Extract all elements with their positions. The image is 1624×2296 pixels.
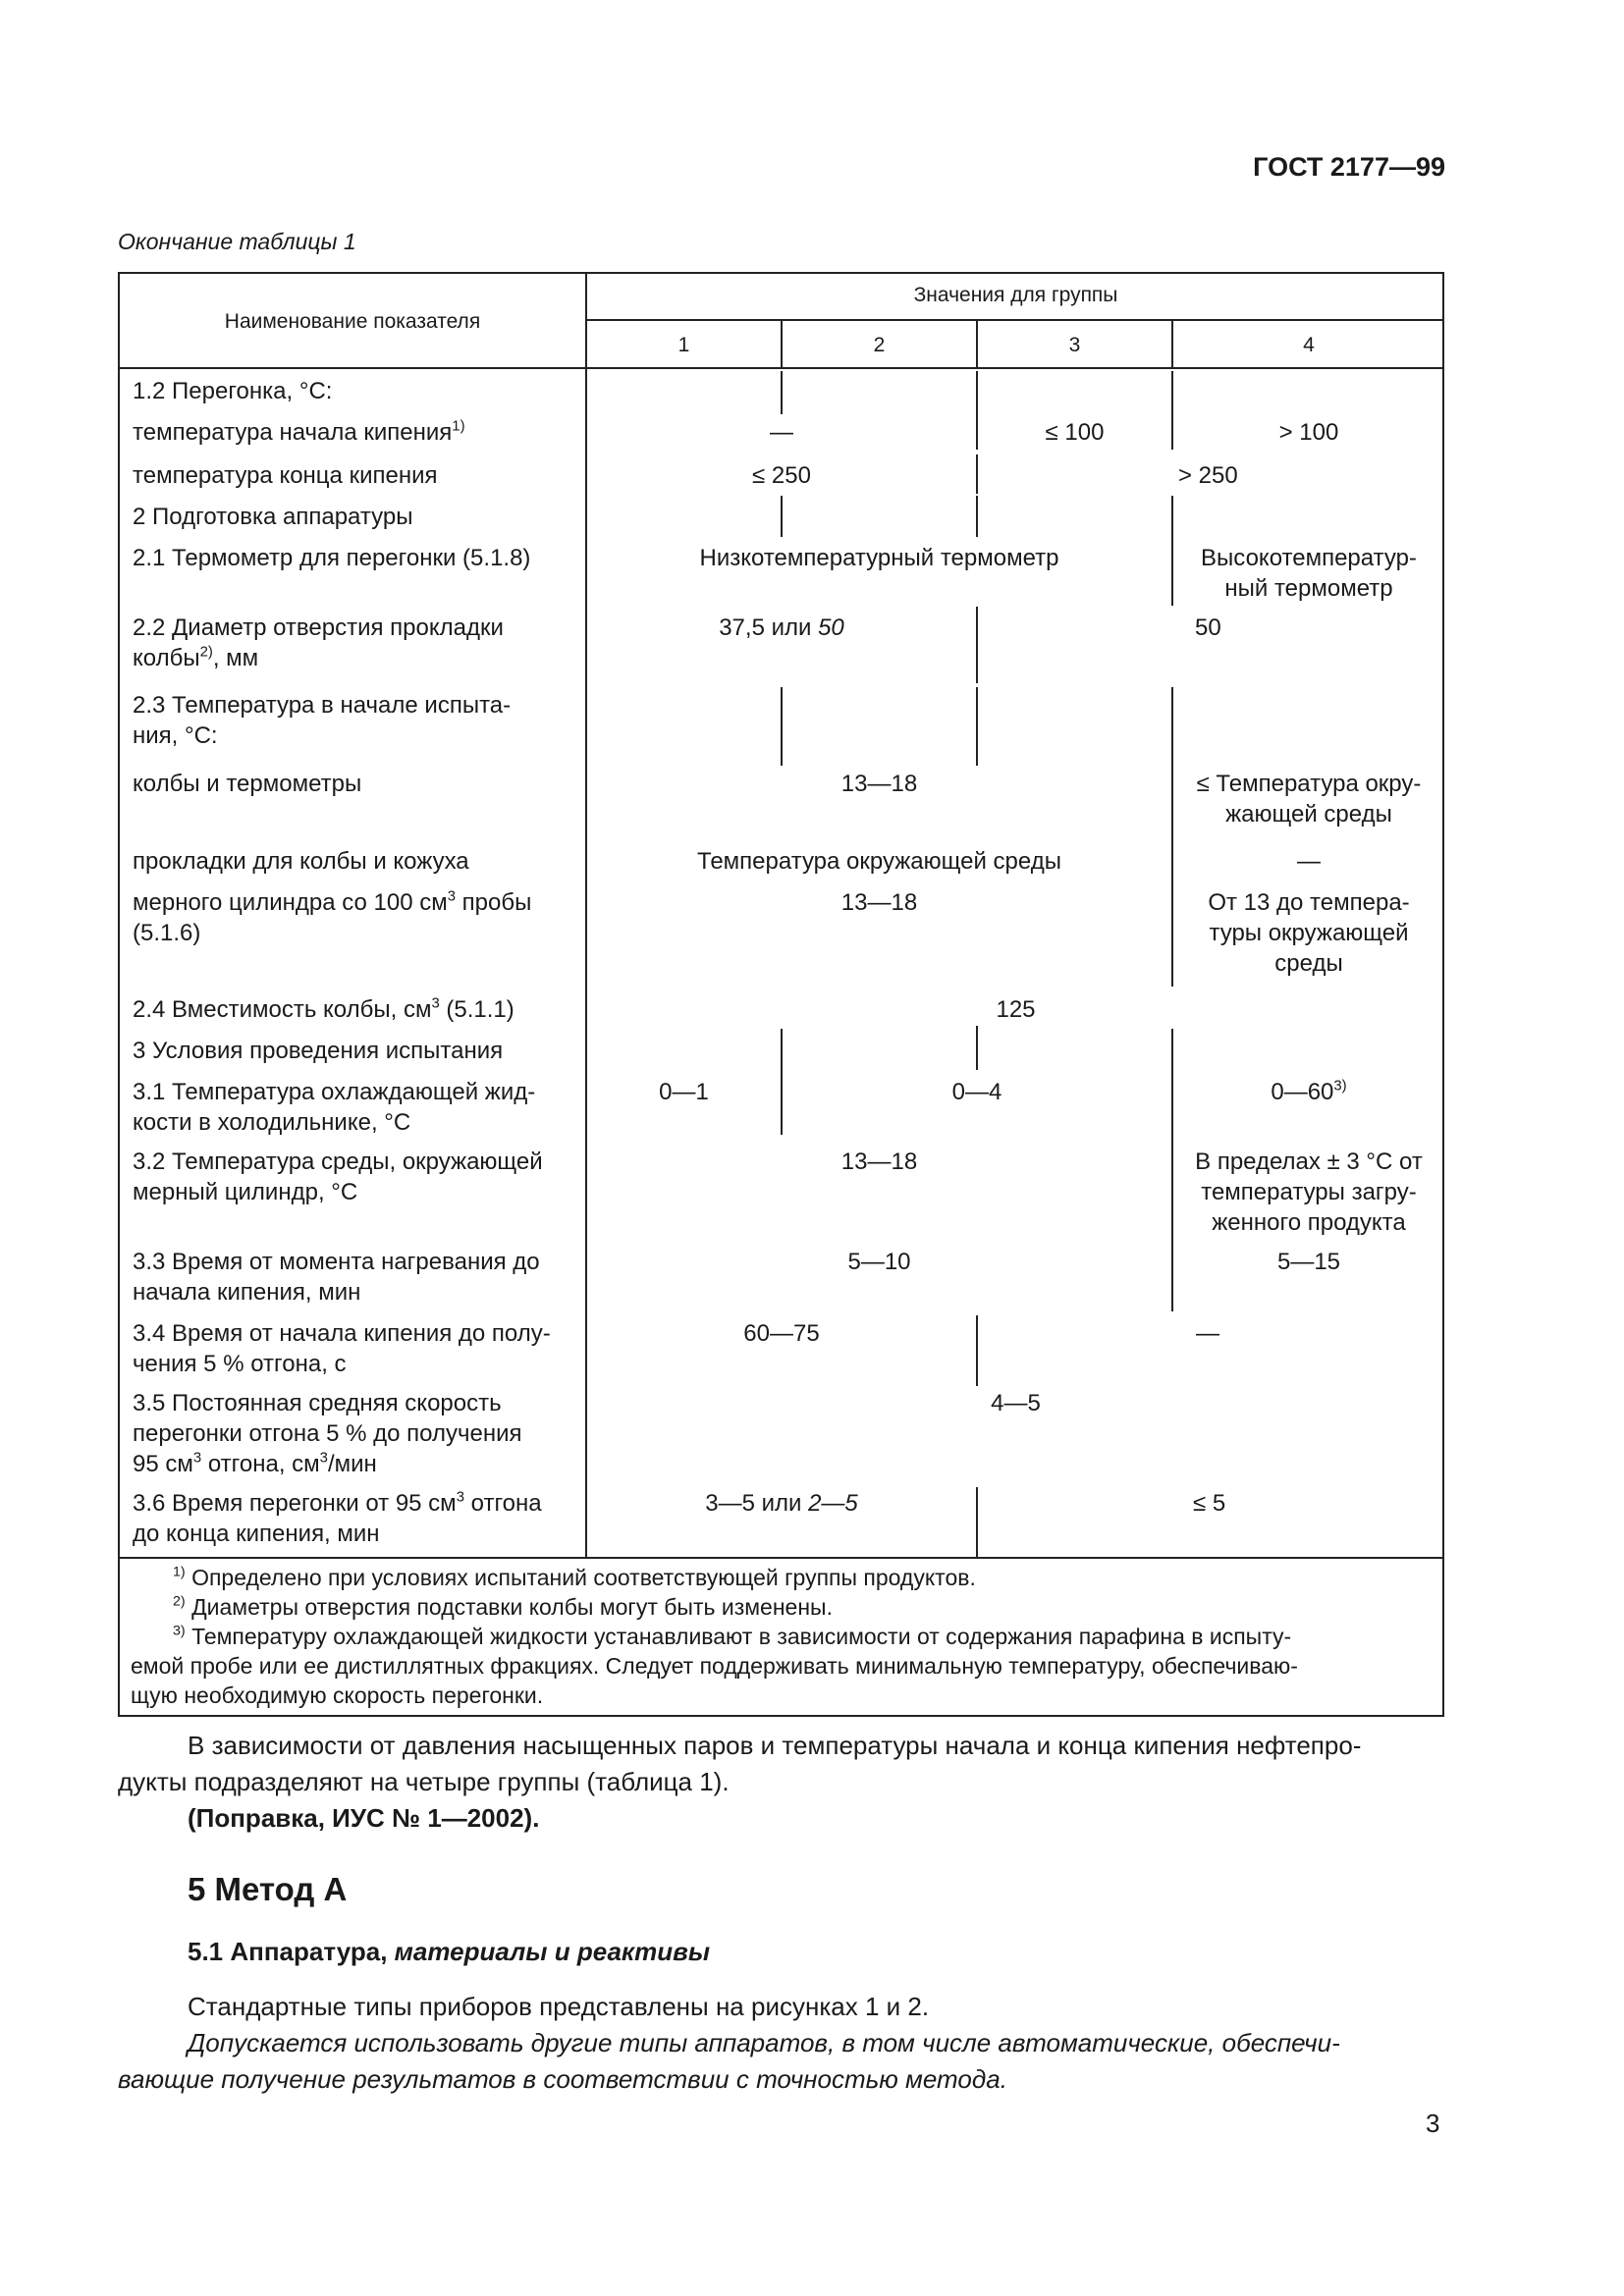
value-cell: Высокотемператур- ный термометр bbox=[1201, 545, 1417, 602]
table-rule bbox=[118, 1557, 1444, 1559]
group-divider bbox=[976, 496, 978, 537]
value-cell: — bbox=[1196, 1320, 1219, 1347]
group-divider bbox=[976, 1029, 978, 1070]
row-label: 3.3 Время от момента нагревания до начала кипения, мин bbox=[133, 1249, 540, 1306]
value-cell: От 13 до темпера- туры окружающей среды bbox=[1208, 889, 1410, 977]
value-cell: ≤ Температура окру- жающей среды bbox=[1196, 771, 1422, 828]
group-divider bbox=[976, 1315, 978, 1386]
footnote: $^{2)}$ Диаметры отверстия подставки колбы могут быть изменены. bbox=[173, 1593, 833, 1620]
value-cell: 13—18 bbox=[840, 1148, 918, 1175]
value-cell: 13—18 bbox=[840, 771, 918, 797]
row-label: температура конца кипения bbox=[133, 462, 438, 489]
section-title: 5 Метод А bbox=[188, 1871, 348, 1907]
col-header-group: Значения для группы bbox=[913, 284, 1118, 306]
value-cell: 50 bbox=[1195, 614, 1221, 641]
row-label: температура начала кипения$^{1)}$ bbox=[133, 418, 465, 446]
value-cell: 4—5 bbox=[991, 1390, 1041, 1416]
value-cell: 3—5 или 2—5 bbox=[705, 1490, 858, 1517]
group-number: 4 bbox=[1303, 334, 1315, 356]
value-cell: 5—15 bbox=[1276, 1249, 1341, 1275]
row-label: 2.3 Температура в начале испыта- ния, °С: bbox=[133, 692, 512, 749]
document-code: ГОСТ 2177—99 bbox=[1253, 152, 1445, 182]
row-label: 3.2 Температура среды, окружающей мерный цилиндр, °С bbox=[133, 1148, 543, 1205]
row-label: 3.5 Постоянная средняя скорость перегонки отгона 5 % до получения 95 $см^3$ отгона, $см^3$/мин bbox=[133, 1390, 522, 1477]
group-divider bbox=[781, 496, 783, 537]
value-cell: 0—4 bbox=[951, 1079, 1002, 1105]
value-cell: ≤ 5 bbox=[1193, 1490, 1226, 1517]
subsection-title: 5.1 Аппаратура, материалы и реактивы bbox=[188, 1937, 711, 1966]
amendment-note: (Поправка, ИУС № 1—2002). bbox=[188, 1803, 540, 1833]
row-label: 2 Подготовка аппаратуры bbox=[133, 504, 413, 530]
paragraph: Допускается использовать другие типы аппаратов, в том числе автоматические, обеспечи- вающие получение результатов в соответствии с точностью метода. bbox=[118, 2028, 1340, 2094]
row-label: 2.4 Вместимость колбы, $см^3$ (5.1.1) bbox=[133, 995, 514, 1023]
value-cell: ≤ 250 bbox=[752, 462, 811, 489]
table-rule bbox=[585, 319, 1444, 321]
footnote: $^{1)}$ Определено при условиях испытаний соответствующей группы продуктов. bbox=[173, 1564, 976, 1590]
group-divider bbox=[976, 607, 978, 683]
value-cell: В пределах ± 3 °С от температуры загру- женного продукта bbox=[1195, 1148, 1423, 1236]
group-divider bbox=[781, 371, 783, 414]
group-divider bbox=[976, 687, 978, 766]
value-cell: 5—10 bbox=[847, 1249, 911, 1275]
group-number: 2 bbox=[873, 334, 886, 356]
group-divider bbox=[976, 454, 978, 494]
value-cell: 0—1 bbox=[659, 1079, 709, 1105]
value-cell: Температура окружающей среды bbox=[697, 848, 1061, 875]
value-cell: 13—18 bbox=[840, 889, 918, 916]
row-label: 2.2 Диаметр отверстия прокладки колбы$^{2)}$, мм bbox=[133, 614, 504, 671]
value-cell: Низкотемпературный термометр bbox=[699, 545, 1059, 571]
col-header-name: Наименование показателя bbox=[224, 310, 481, 333]
footnote-ref: 1) bbox=[452, 418, 465, 435]
row-label: мерного цилиндра со 100 $см^3$ пробы (5.1.6) bbox=[133, 888, 532, 946]
row-label: 3.1 Температура охлаждающей жид- кости в холодильнике, °С bbox=[133, 1079, 536, 1136]
row-label: 3 Условия проведения испытания bbox=[133, 1038, 504, 1064]
value-cell: 37,5 или 50 bbox=[719, 614, 844, 641]
row-label: колбы и термометры bbox=[133, 771, 362, 797]
value-cell: 0—60$^{3)}$ bbox=[1271, 1078, 1347, 1105]
row-label: 2.1 Термометр для перегонки (5.1.8) bbox=[133, 545, 531, 571]
value-cell: 125 bbox=[996, 996, 1036, 1023]
value-cell: 60—75 bbox=[743, 1320, 820, 1347]
page-number: 3 bbox=[1426, 2109, 1440, 2138]
group-number: 3 bbox=[1068, 334, 1081, 356]
value-cell: > 100 bbox=[1278, 419, 1339, 446]
table-caption: Окончание таблицы 1 bbox=[118, 229, 356, 254]
row-label: 3.4 Время от начала кипения до полу- чения 5 % отгона, с bbox=[133, 1320, 551, 1377]
value-cell: > 250 bbox=[1178, 462, 1238, 489]
row-label: прокладки для колбы и кожуха bbox=[133, 848, 469, 875]
paragraph: Стандартные типы приборов представлены на рисунках 1 и 2. bbox=[188, 1992, 930, 2021]
footnote: $^{3)}$ Температуру охлаждающей жидкости устанавливают в зависимости от содержания парафина в испыту- емой пробе или ее дистиллятных фракциях. Следует поддерживать минимальную температуру, обеспечиваю- щую необходимую скорость перегонки. bbox=[131, 1623, 1298, 1708]
value-cell: — bbox=[770, 419, 793, 446]
value-cell: — bbox=[1297, 848, 1321, 875]
value-cell: ≤ 100 bbox=[1045, 419, 1105, 446]
group-divider bbox=[781, 687, 783, 766]
group-number: 1 bbox=[677, 334, 690, 356]
paragraph: В зависимости от давления насыщенных паров и температуры начала и конца кипения нефтепро- дукты подразделяют на четыре группы (таблица 1). bbox=[118, 1731, 1362, 1796]
row-label: 1.2 Перегонка, °С: bbox=[133, 378, 333, 404]
group-divider bbox=[976, 1487, 978, 1558]
row-label: 3.6 Время перегонки от 95 $см^3$ отгона до конца кипения, мин bbox=[133, 1489, 542, 1547]
